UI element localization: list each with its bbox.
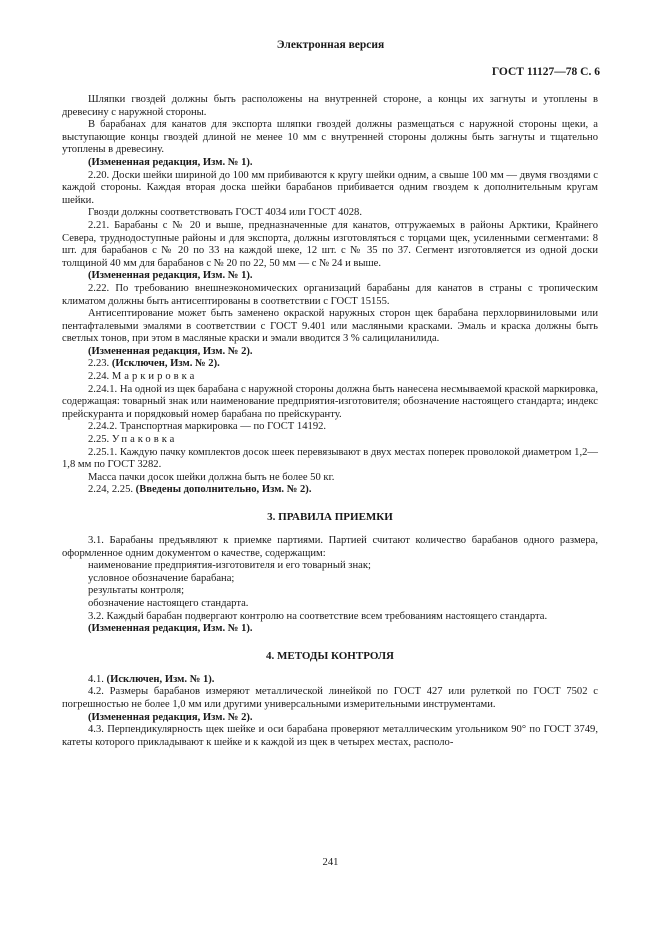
document-code: ГОСТ 11127—78 С. 6 xyxy=(491,66,600,78)
paragraph: 2.24.1. На одной из щек барабана с наружной стороны должна быть нанесена несмываемой краской маркировка, содержащая: товарный знак или наименование предприятия-изготовителя; обозначение настоящего стандарта; индекс прейскуранта и порядковый номер барабана по прейскуранту. xyxy=(62,383,598,420)
paragraph: 2.24.2. Транспортная маркировка — по ГОСТ 14192. xyxy=(88,421,327,433)
amendment-note: (Измененная редакция, Изм. № 1). xyxy=(88,623,253,635)
paragraph xyxy=(62,674,598,687)
paragraph: 4.3. Перпендикулярность щек шейке и оси барабана проверяют металлическим угольником 90° по ГОСТ 3749, катеты которого прикладывают к шейке и к каждой из щек в четырех местах, располо- xyxy=(62,724,598,748)
clause-number: 2.24, 2.25. xyxy=(88,484,136,496)
list-item: результаты контроля; xyxy=(88,585,185,597)
paragraph: 2.25.1. Каждую пачку комплектов досок шеек перевязывают в двух местах поперек проволокой диаметром 1,2—1,8 мм по ГОСТ 3282. xyxy=(62,446,598,471)
paragraph: 3.1. Барабаны предъявляют к приемке партиями. Партией считают количество барабанов одного размера, оформленное одним документом о качестве, содержащим: xyxy=(62,535,598,559)
clause-number: 2.24. xyxy=(88,371,112,383)
paragraph: 4.2. Размеры барабанов измеряют металлической линейкой по ГОСТ 427 или рулеткой по ГОСТ 7502 с погрешностью не более 1,0 мм или другими универсальными измерительными инструментами. xyxy=(62,686,598,710)
amendment-note: (Измененная редакция, Изм. № 1). xyxy=(88,156,253,168)
paragraph: 3.2. Каждый барабан подвергают контролю на соответствие всем требованиям настоящего стандарта. xyxy=(88,610,548,622)
subsection-title: Маркировка xyxy=(111,371,198,383)
paragraph: Гвозди должны соответствовать ГОСТ 4034 или ГОСТ 4028. xyxy=(88,207,362,219)
amendment-note: (Исключен, Изм. № 1). xyxy=(106,673,215,685)
paragraph: Масса пачки досок шейки должна быть не более 50 кг. xyxy=(88,471,335,483)
list-item: условное обозначение барабана; xyxy=(88,572,235,584)
list-item: наименование предприятия-изготовителя и его товарный знак; xyxy=(88,560,371,572)
document-body xyxy=(62,94,598,749)
header-title: Электронная версия xyxy=(276,39,385,51)
amendment-note: (Введены дополнительно, Изм. № 2). xyxy=(135,484,312,496)
page-number: 241 xyxy=(322,857,339,868)
amendment-note: (Измененная редакция, Изм. № 2). xyxy=(88,345,253,357)
paragraph: 2.21. Барабаны с № 20 и выше, предназначенные для канатов, отгружаемых в районы Арктики, Крайнего Севера, труднодоступные районы и для экспорта, должны изготовляться с торцами щек, усиленными сегментами: 8 шт. для барабанов с № 20 по 33 на каждой шеке, 12 шт. с № 35 по 37. Сегмент изготовляется из одной доски толщиной 40 мм для барабанов с № 20 по 22, 50 мм — с № 24 и выше. xyxy=(62,219,598,269)
paragraph xyxy=(62,371,598,384)
paragraph: 2.20. Доски шейки шириной до 100 мм прибиваются к кругу шейки одним, а свыше 100 мм — двумя гвоздями с каждой стороны. Каждая вторая доска шейки барабанов прибивается одним гвоздем к дополнительным кругам шейки. xyxy=(62,169,598,206)
clause-number: 2.25. xyxy=(88,434,112,446)
subsection-title: Упаковка xyxy=(111,434,178,446)
paragraph: Антисептирование может быть заменено окраской наружных сторон щек барабана перхлорвиниловыми или пентафталевыми эмалями в соответствии с ГОСТ 9.401 или масляными красками. Эмаль и краска должны быть светлых тонов, при этом в масляные краски и эмали вводится 3 % салициланилида. xyxy=(62,308,598,345)
list-item: обозначение настоящего стандарта. xyxy=(88,597,249,609)
section-heading: 3. ПРАВИЛА ПРИЕМКИ xyxy=(267,511,393,523)
paragraph xyxy=(62,484,598,497)
paragraph: В барабанах для канатов для экспорта шляпки гвоздей должны размещаться с наружной стороны щеки, а выступающие концы гвоздей длиной не менее 10 мм с внутренней стороны должны быть загнуты и тщательно утоплены в древесину. xyxy=(62,119,598,156)
amendment-note: (Измененная редакция, Изм. № 1). xyxy=(88,270,253,282)
paragraph: 2.22. По требованию внешнеэкономических организаций барабаны для канатов в страны с тропическим климатом должны быть антисептированы в соответствии с ГОСТ 15155. xyxy=(62,282,598,307)
paragraph xyxy=(62,434,598,447)
section-heading: 4. МЕТОДЫ КОНТРОЛЯ xyxy=(266,649,394,662)
paragraph: Шляпки гвоздей должны быть расположены на внутренней стороне, а концы их загнуты и утоплены в древесину с наружной стороны. xyxy=(62,94,598,118)
clause-number: 4.1. xyxy=(88,673,107,685)
clause-number: 2.23. xyxy=(88,358,112,370)
amendment-note: (Измененная редакция, Изм. № 2). xyxy=(88,711,253,723)
paragraph xyxy=(62,358,598,371)
amendment-note: (Исключен, Изм. № 2). xyxy=(111,358,220,370)
